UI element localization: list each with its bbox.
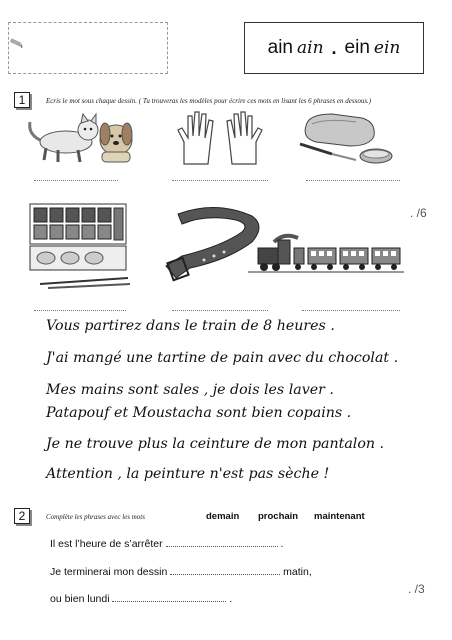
fill-sentence-3-end: .	[229, 593, 233, 605]
fill-blank-3[interactable]	[112, 593, 226, 602]
title-ein-cursive: ein	[373, 38, 401, 58]
title-ain-print: ain	[267, 37, 293, 58]
sentence-3: Mes mains sont sales , je dois les laver .	[46, 382, 334, 398]
title-ein-print: ein	[344, 37, 370, 58]
paint-box-illustration	[26, 200, 136, 290]
train-illustration	[248, 232, 404, 276]
name-box[interactable]	[8, 22, 168, 74]
fill-sentence-1-start: Il est l’heure de s’arrêter	[50, 538, 163, 550]
sentence-2: J'ai mangé une tartine de pain avec du chocolat .	[46, 350, 399, 366]
word-bank-maintenant: maintenant	[314, 511, 365, 522]
bread-knife-illustration	[296, 108, 400, 166]
answer-line-5[interactable]	[172, 308, 268, 311]
sentence-5: Je ne trouve plus la ceinture de mon pantalon .	[46, 436, 385, 452]
sentence-6: Attention , la peinture n'est pas sèche !	[46, 466, 330, 482]
answer-line-2[interactable]	[172, 178, 268, 181]
sentence-1: Vous partirez dans le train de 8 heures .	[46, 318, 335, 334]
title-separator: .	[331, 37, 337, 58]
answer-line-4[interactable]	[34, 308, 126, 311]
word-bank-prochain: prochain	[258, 511, 299, 522]
kitten-puppy-illustration	[22, 110, 140, 166]
word-bank-demain: demain	[206, 511, 240, 522]
section-1-number: 1	[14, 92, 30, 108]
hands-illustration	[172, 108, 268, 166]
fill-sentence-2-end: matin,	[283, 566, 312, 578]
section-2-number: 2	[14, 508, 30, 524]
answer-line-1[interactable]	[34, 178, 118, 181]
fill-sentence-1-end: .	[280, 538, 284, 550]
pencil-icon	[8, 38, 26, 48]
title-ain-cursive: ain	[297, 38, 324, 58]
fill-sentence-3	[50, 593, 232, 605]
fill-blank-2[interactable]	[170, 566, 280, 575]
fill-sentence-1	[50, 538, 283, 550]
section-1-score: . /6	[410, 206, 427, 220]
section-2-score: . /3	[408, 582, 425, 596]
fill-blank-1[interactable]	[166, 538, 278, 547]
answer-line-3[interactable]	[306, 178, 400, 181]
fill-sentence-2	[50, 566, 312, 578]
answer-line-6[interactable]	[302, 308, 400, 311]
fill-sentence-3-start: ou bien lundi	[50, 593, 110, 605]
section-1-instruction: Ecris le mot sous chaque dessin. ( Tu trouveras les modèles pour écrire ces mots en lisant les 6 phrases en dessous.)	[46, 97, 372, 105]
sentence-4: Patapouf et Moustacha sont bien copains .	[46, 405, 352, 421]
fill-sentence-2-start: Je terminerai mon dessin	[50, 566, 168, 578]
section-2-instruction: Complète les phrases avec les mots	[46, 513, 145, 521]
title-box	[244, 22, 424, 74]
